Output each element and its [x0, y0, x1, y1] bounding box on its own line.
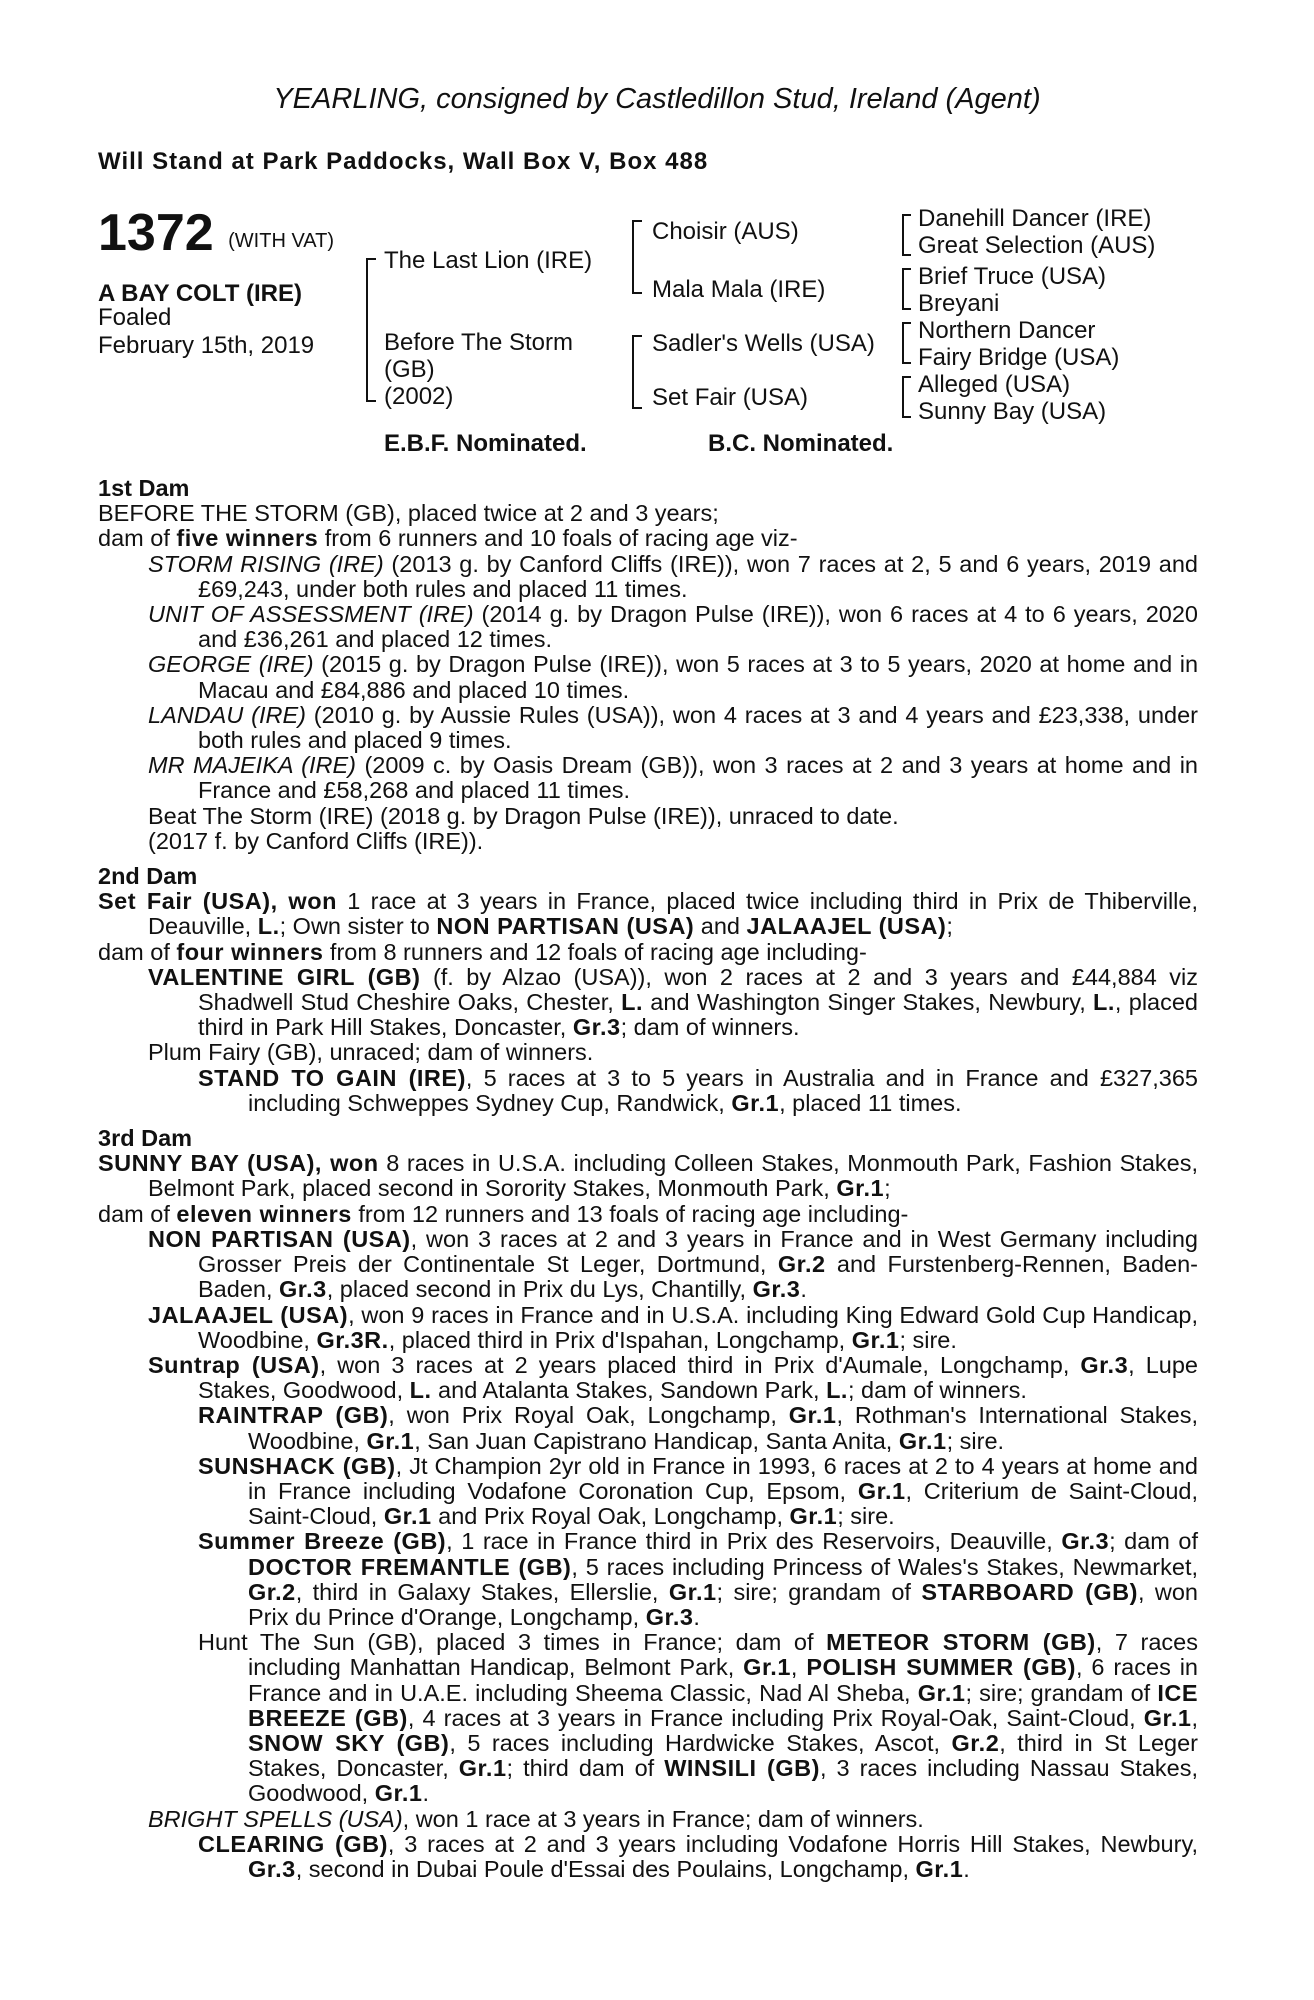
vat-note: (WITH VAT): [228, 230, 335, 252]
produce-entry: STAND TO GAIN (IRE), 5 races at 3 to 5 years in Australia and in France and £327,365 including Schweppes Sydney Cup, Randwick, Gr.1, placed 11 times.: [198, 1064, 1198, 1116]
produce-entry: JALAAJEL (USA), won 9 races in France and in U.S.A. including King Edward Gold Cup Handicap, Woodbine, Gr.3R., placed third in Prix d'Ispahan, Longchamp, Gr.1; sire.: [148, 1301, 1198, 1353]
stand-location: Will Stand at Park Paddocks, Wall Box V, Box 488: [98, 148, 709, 175]
foaled-info: [98, 304, 314, 360]
produce-entry: GEORGE (IRE) (2015 g. by Dragon Pulse (IRE)), won 5 races at 3 to 5 years, 2020 at home and in Macau and £84,886 and placed 10 times.: [148, 651, 1199, 703]
produce-entry: Plum Fairy (GB), unraced; dam of winners.: [148, 1039, 594, 1066]
produce-entry: Hunt The Sun (GB), placed 3 times in France; dam of METEOR STORM (GB), 7 races including Manhattan Handicap, Belmont Park, Gr.1, POLISH SUMMER (GB), 6 races in France and in U.A.E. including Sheema Classic, Nad Al Sheba, Gr.1; sire; grandam of ICE BREEZE (GB), 4 races at 3 years in France including Prix Royal-Oak, Saint-Cloud, Gr.1, SNOW SKY (GB), 5 races including Hardwicke Stakes, Ascot, Gr.2, third in St Leger Stakes, Doncaster, Gr.1; third dam of WINSILI (GB), 3 races including Nassau Stakes, Goodwood, Gr.1.: [198, 1629, 1199, 1807]
produce-entry: Beat The Storm (IRE) (2018 g. by Dragon Pulse (IRE)), unraced to date.: [148, 802, 899, 829]
pedigree-brace-3c: [902, 322, 911, 364]
pedigree-sire-sire: Choisir (AUS): [652, 218, 799, 245]
pedigree-dsd: Fairy Bridge (USA): [918, 344, 1120, 371]
pedigree-brace-dam: [632, 335, 642, 409]
produce-entry: UNIT OF ASSESSMENT (IRE) (2014 g. by Dragon Pulse (IRE)), won 6 races at 4 to 6 years, 2020 and £36,261 and placed 12 times.: [148, 601, 1198, 653]
ebf-nomination: E.B.F. Nominated.: [384, 430, 587, 457]
second-dam-summary: dam of four winners from 8 runners and 12 foals of racing age including-: [98, 938, 867, 965]
pedigree-sdd: Breyani: [918, 290, 1000, 317]
pedigree-brace-3b: [902, 268, 911, 310]
foaled-label: Foaled: [98, 304, 172, 331]
produce-entry: Summer Breeze (GB), 1 race in France third in Prix des Reservoirs, Deauville, Gr.3; dam of DOCTOR FREMANTLE (GB), 5 races including Princess of Wales's Stakes, Newmarket, Gr.2, third in Galaxy Stakes, Ellerslie, Gr.1; sire; grandam of STARBOARD (GB), won Prix du Prince d'Orange, Longchamp, Gr.3.: [198, 1528, 1199, 1630]
pedigree-sire-dam: Mala Mala (IRE): [652, 276, 826, 303]
catalogue-body: [98, 476, 1198, 1882]
first-dam-intro: BEFORE THE STORM (GB), placed twice at 2 and 3 years;: [98, 500, 719, 527]
second-dam-record: Set Fair (USA), won 1 race at 3 years in France, placed twice including third in Prix de Thiberville, Deauville, L.; Own sister to NON PARTISAN (USA) and JALAAJEL (USA);: [98, 888, 1198, 940]
pedigree-brace-3d: [902, 376, 911, 418]
produce-entry: Suntrap (USA), won 3 races at 2 years placed third in Prix d'Aumale, Longchamp, Gr.3, Lupe Stakes, Goodwood, L. and Atalanta Stakes, Sandown Park, L.; dam of winners.: [148, 1351, 1198, 1404]
pedigree-dam-dam: Set Fair (USA): [652, 384, 809, 411]
lot-block: [98, 205, 334, 272]
pedigree-ddd: Sunny Bay (USA): [918, 398, 1107, 425]
pedigree-sire: The Last Lion (IRE): [384, 247, 593, 274]
produce-entry: STORM RISING (IRE) (2013 g. by Canford Cliffs (IRE)), won 7 races at 2, 5 and 6 years, 2019 and £69,243, under both rules and placed 11 times.: [148, 550, 1198, 602]
third-dam-heading: 3rd Dam: [98, 1125, 193, 1152]
pedigree-dam-sire: Sadler's Wells (USA): [652, 330, 875, 357]
pedigree-ssd: Great Selection (AUS): [918, 232, 1156, 259]
third-dam-record: SUNNY BAY (USA), won 8 races in U.S.A. including Colleen Stakes, Monmouth Park, Fashion Stakes, Belmont Park, placed second in Sorority Stakes, Monmouth Park, Gr.1;: [98, 1150, 1198, 1202]
bc-nomination: B.C. Nominated.: [708, 430, 894, 457]
horse-description: A BAY COLT (IRE): [98, 280, 303, 307]
produce-entry: RAINTRAP (GB), won Prix Royal Oak, Longchamp, Gr.1, Rothman's International Stakes, Woodbine, Gr.1, San Juan Capistrano Handicap, Santa Anita, Gr.1; sire.: [198, 1402, 1198, 1454]
produce-entry: NON PARTISAN (USA), won 3 races at 2 and 3 years in France and in West Germany including Grosser Preis der Continentale St Leger, Dortmund, Gr.2 and Furstenberg-Rennen, Baden-Baden, Gr.3, placed second in Prix du Lys, Chantilly, Gr.3.: [148, 1225, 1198, 1303]
produce-entry: LANDAU (IRE) (2010 g. by Aussie Rules (USA)), won 4 races at 3 and 4 years and £23,338, under both rules and placed 9 times.: [148, 701, 1198, 754]
second-dam-heading: 2nd Dam: [98, 863, 198, 890]
first-dam-heading: 1st Dam: [98, 475, 190, 501]
produce-entry: VALENTINE GIRL (GB) (f. by Alzao (USA)), won 2 races at 2 and 3 years and £44,884 viz Shadwell Stud Cheshire Oaks, Chester, L. and Washington Singer Stakes, Newbury, L., placed third in Park Hill Stakes, Doncaster, Gr.3; dam of winners.: [148, 963, 1198, 1041]
pedigree-dds: Alleged (USA): [918, 371, 1071, 398]
pedigree-dam: Before The Storm (GB) (2002): [384, 329, 573, 410]
pedigree-brace-sire: [632, 220, 642, 294]
pedigree-sss: Danehill Dancer (IRE): [918, 205, 1152, 232]
produce-entry: SUNSHACK (GB), Jt Champion 2yr old in France in 1993, 6 races at 2 to 4 years at home and in France including Vodafone Coronation Cup, Epsom, Gr.1, Criterium de Saint-Cloud, Saint-Cloud, Gr.1 and Prix Royal Oak, Longchamp, Gr.1; sire.: [198, 1452, 1198, 1530]
pedigree-brace-3a: [902, 214, 911, 256]
pedigree-sds: Brief Truce (USA): [918, 263, 1107, 290]
lot-number: 1372: [98, 204, 214, 262]
produce-entry: MR MAJEIKA (IRE) (2009 c. by Oasis Dream (GB)), won 3 races at 2 and 3 years at home and in France and £58,268 and placed 11 times.: [148, 752, 1198, 804]
first-dam-summary: dam of five winners from 6 runners and 10 foals of racing age viz-: [98, 525, 798, 552]
foaled-date: February 15th, 2019: [98, 332, 315, 359]
pedigree-dss: Northern Dancer: [918, 317, 1096, 344]
produce-entry: BRIGHT SPELLS (USA), won 1 race at 3 years in France; dam of winners.: [148, 1805, 924, 1832]
consignment-header: YEARLING, consigned by Castledillon Stud, Ireland (Agent): [273, 83, 1041, 115]
produce-entry: CLEARING (GB), 3 races at 2 and 3 years including Vodafone Horris Hill Stakes, Newbury, Gr.3, second in Dubai Poule d'Essai des Poulains, Longchamp, Gr.1.: [198, 1830, 1198, 1882]
third-dam-summary: dam of eleven winners from 12 runners and 13 foals of racing age including-: [98, 1200, 909, 1227]
pedigree-brace-gen1: [366, 258, 376, 402]
produce-entry: (2017 f. by Canford Cliffs (IRE)).: [148, 827, 484, 854]
